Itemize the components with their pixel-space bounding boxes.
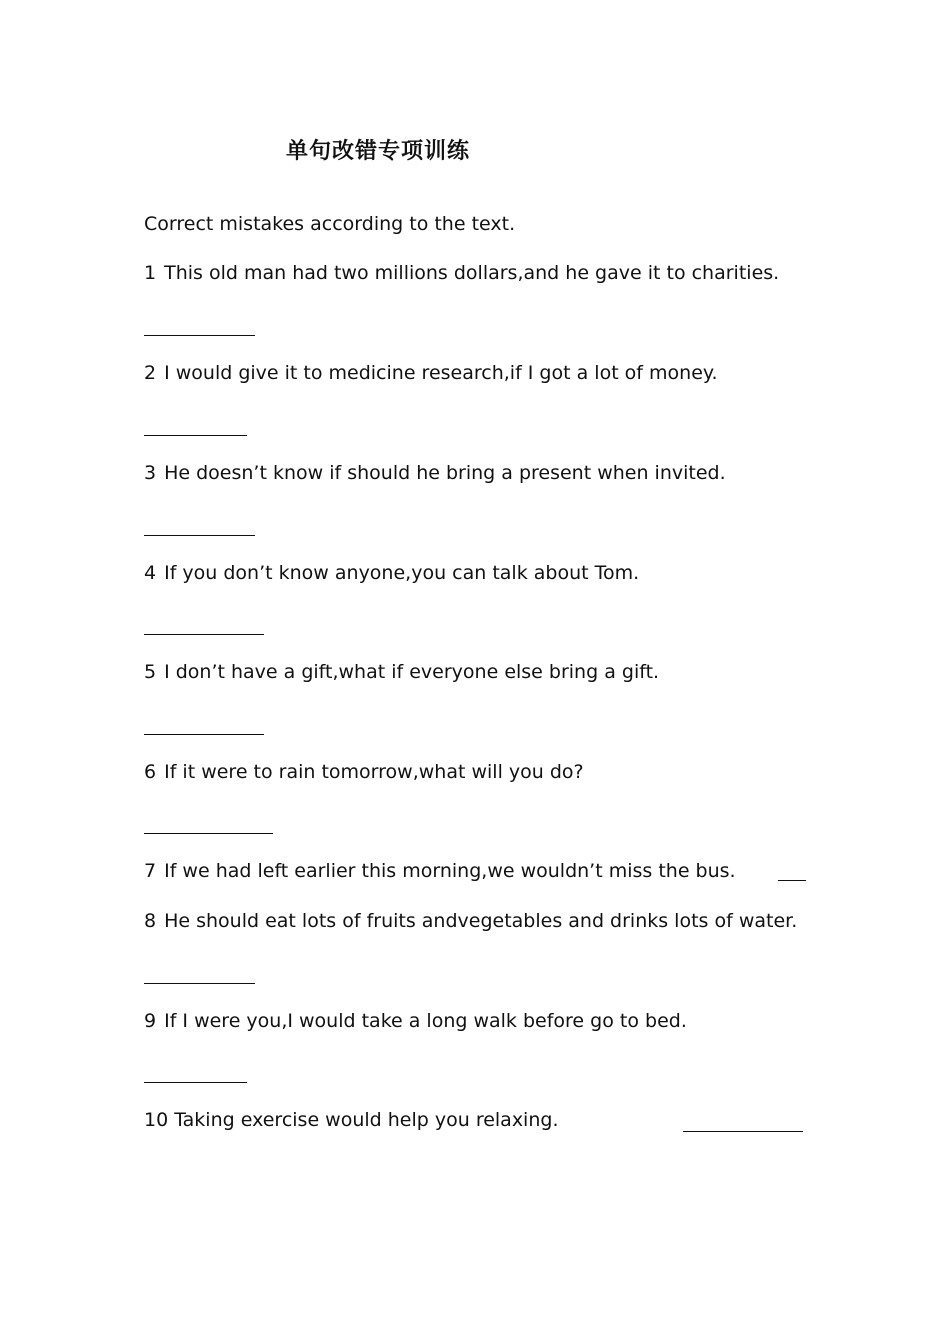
question-sentence: He doesn’t know if should he bring a present when invited. bbox=[164, 462, 726, 484]
question-sentence: This old man had two millions dollars,and he gave it to charities. bbox=[164, 262, 780, 284]
question-number: 4 bbox=[144, 562, 157, 584]
question-sentence: If we had left earlier this morning,we wouldn’t miss the bus. bbox=[164, 860, 736, 882]
answer-blank-6[interactable] bbox=[144, 833, 273, 834]
answer-blank-8[interactable] bbox=[144, 983, 255, 984]
question-sentence: If it were to rain tomorrow,what will you do? bbox=[164, 761, 584, 783]
question-number: 6 bbox=[144, 761, 157, 783]
answer-blank-7[interactable] bbox=[778, 880, 806, 881]
answer-blank-2[interactable] bbox=[144, 435, 247, 436]
question-1 bbox=[144, 261, 779, 285]
question-number: 9 bbox=[144, 1010, 157, 1032]
question-number: 7 bbox=[144, 860, 157, 882]
question-number: 10 bbox=[144, 1109, 169, 1131]
answer-blank-3[interactable] bbox=[144, 535, 255, 536]
question-sentence: If you don’t know anyone,you can talk about Tom. bbox=[164, 562, 640, 584]
question-4 bbox=[144, 561, 639, 585]
question-sentence: Taking exercise would help you relaxing. bbox=[174, 1109, 559, 1131]
question-number: 8 bbox=[144, 910, 157, 932]
answer-blank-4[interactable] bbox=[144, 634, 264, 635]
page-title: 单句改错专项训练 bbox=[286, 139, 471, 164]
question-sentence: He should eat lots of fruits andvegetables and drinks lots of water. bbox=[164, 910, 798, 932]
question-number: 5 bbox=[144, 661, 157, 683]
question-sentence: I don’t have a gift,what if everyone else bring a gift. bbox=[164, 661, 660, 683]
question-number: 3 bbox=[144, 462, 157, 484]
question-sentence: If I were you,I would take a long walk before go to bed. bbox=[164, 1010, 687, 1032]
answer-blank-9[interactable] bbox=[144, 1082, 247, 1083]
question-10 bbox=[144, 1108, 558, 1132]
question-7 bbox=[144, 859, 736, 883]
question-number: 1 bbox=[144, 262, 157, 284]
question-3 bbox=[144, 461, 726, 485]
question-sentence: I would give it to medicine research,if I got a lot of money. bbox=[164, 362, 718, 384]
question-5 bbox=[144, 660, 659, 684]
answer-blank-10[interactable] bbox=[683, 1131, 803, 1132]
question-6 bbox=[144, 760, 584, 784]
answer-blank-1[interactable] bbox=[144, 335, 255, 336]
instruction-text: Correct mistakes according to the text. bbox=[144, 213, 516, 235]
question-8 bbox=[144, 909, 797, 933]
question-number: 2 bbox=[144, 362, 157, 384]
question-9 bbox=[144, 1009, 687, 1033]
answer-blank-5[interactable] bbox=[144, 734, 264, 735]
question-2 bbox=[144, 361, 717, 385]
